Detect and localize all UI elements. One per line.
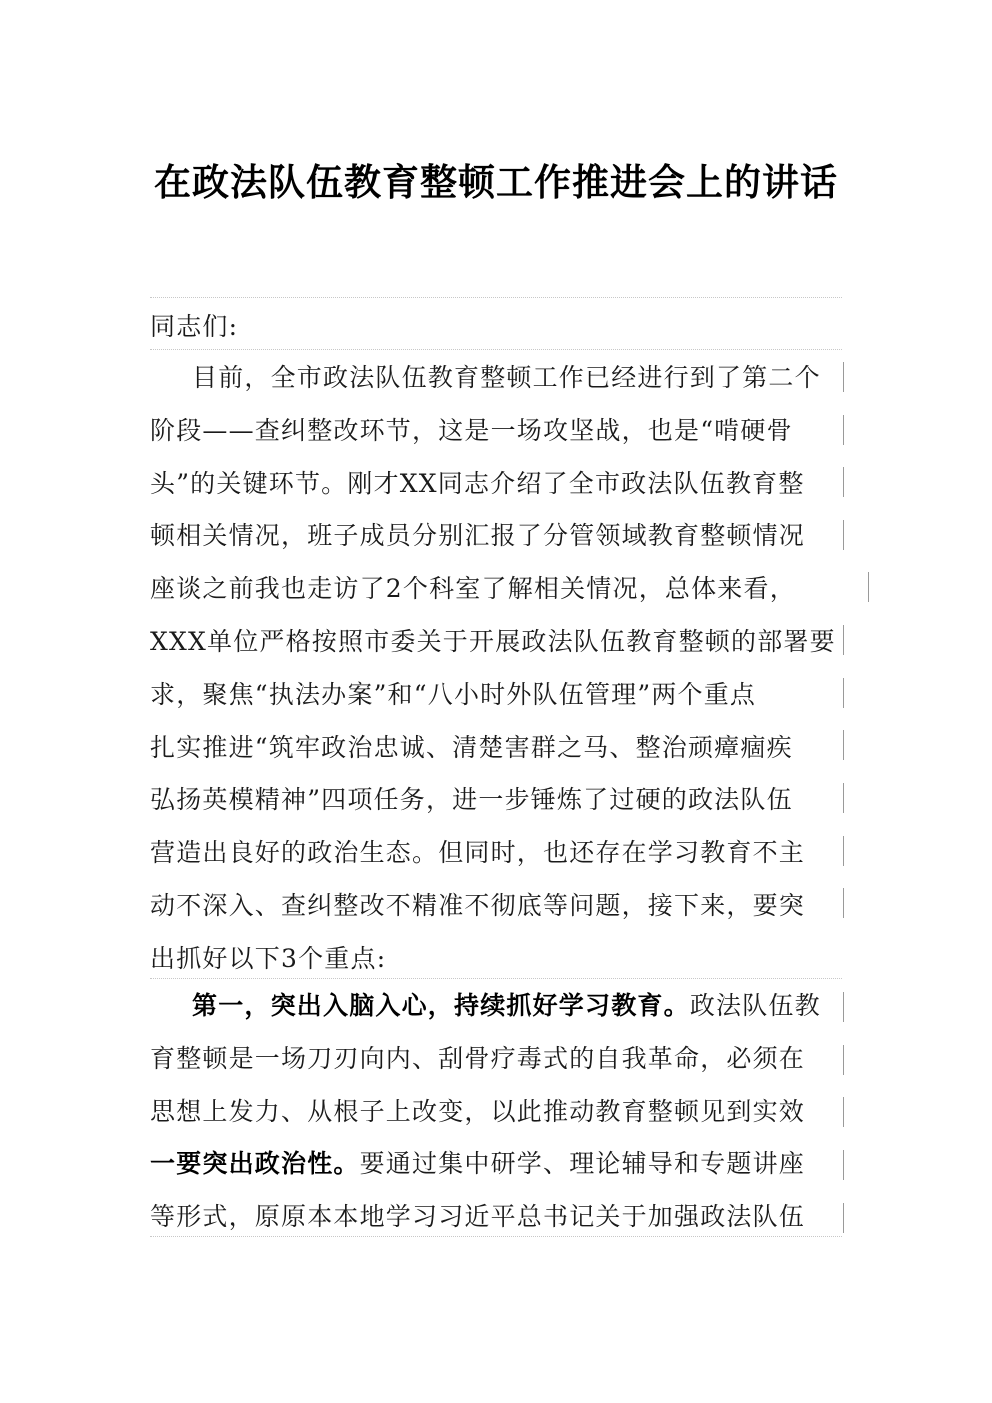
paragraph-line: 思想上发力、从根子上改变，以此推动教育整顿见到实效: [150, 1096, 806, 1126]
paragraph-2: [150, 980, 842, 1244]
paragraph-line: 弘扬英模精神”四项任务，进一步锤炼了过硬的政法队伍: [150, 785, 793, 815]
paragraph-line: [150, 980, 842, 1033]
salutation-rule: [150, 349, 842, 350]
paragraph-rule: [150, 978, 842, 979]
paragraph-1: [150, 352, 842, 986]
margin-mark: [843, 992, 844, 1022]
paragraph-line: 头”的关键环节。刚才XX同志介绍了全市政法队伍教育整: [150, 468, 805, 498]
margin-mark: [843, 678, 844, 708]
paragraph-line: 求，聚焦“执法办案”和“八小时外队伍管理”两个重点: [150, 679, 757, 709]
paragraph-line: 扎实推进“筑牢政治忠诚、清楚害群之马、整治顽瘴痼疾: [150, 732, 793, 762]
paragraph-line: 等形式，原原本本地学习习近平总书记关于加强政法队伍: [150, 1202, 806, 1232]
margin-mark: [843, 467, 844, 497]
top-rule: [150, 297, 842, 298]
salutation: 同志们:: [150, 312, 239, 341]
paragraph-line: 目前，全市政法队伍教育整顿工作已经进行到了第二个: [192, 363, 821, 392]
margin-mark: [843, 1045, 844, 1075]
margin-mark: [843, 836, 844, 866]
sub-heading-continuation: 要通过集中研学、理论辅导和专题讲座: [359, 1149, 806, 1179]
margin-mark: [843, 415, 844, 445]
margin-mark: [843, 362, 844, 392]
paragraph-line: 座谈之前我也走访了2个科室了解相关情况，总体来看，: [150, 574, 796, 604]
margin-mark: [843, 1097, 844, 1127]
section-heading: 第一，突出入脑入心，持续抓好学习教育。: [192, 991, 690, 1020]
margin-mark: [843, 730, 844, 760]
margin-mark: [843, 520, 844, 550]
margin-mark: [843, 625, 844, 655]
margin-mark: [843, 1203, 844, 1233]
paragraph-line: 顿相关情况，班子成员分别汇报了分管领域教育整顿情况: [150, 521, 806, 551]
paragraph-line: 出抓好以下3个重点:: [150, 943, 387, 973]
paragraph-line: 阶段——查纠整改环节，这是一场攻坚战，也是“啃硬骨: [150, 415, 793, 445]
document-title: 在政法队伍教育整顿工作推进会上的讲话: [154, 160, 838, 204]
paragraph-line: 营造出良好的政治生态。但同时，也还存在学习教育不主: [150, 838, 806, 868]
paragraph-line: 育整顿是一场刀刃向内、刮骨疗毒式的自我革命，必须在: [150, 1043, 806, 1073]
heading-continuation: 政法队伍教: [689, 991, 821, 1020]
margin-mark: [843, 1150, 844, 1180]
paragraph-line: XXX单位严格按照市委关于开展政法队伍教育整顿的部署要: [150, 626, 836, 656]
margin-mark: [843, 783, 844, 813]
bottom-rule: [150, 1236, 842, 1237]
margin-mark: [843, 888, 844, 918]
margin-mark: [868, 572, 869, 602]
paragraph-line: [150, 1138, 842, 1191]
paragraph-line: 动不深入、查纠整改不精准不彻底等问题，接下来，要突: [150, 890, 806, 920]
sub-heading: 一要突出政治性。: [150, 1149, 360, 1179]
